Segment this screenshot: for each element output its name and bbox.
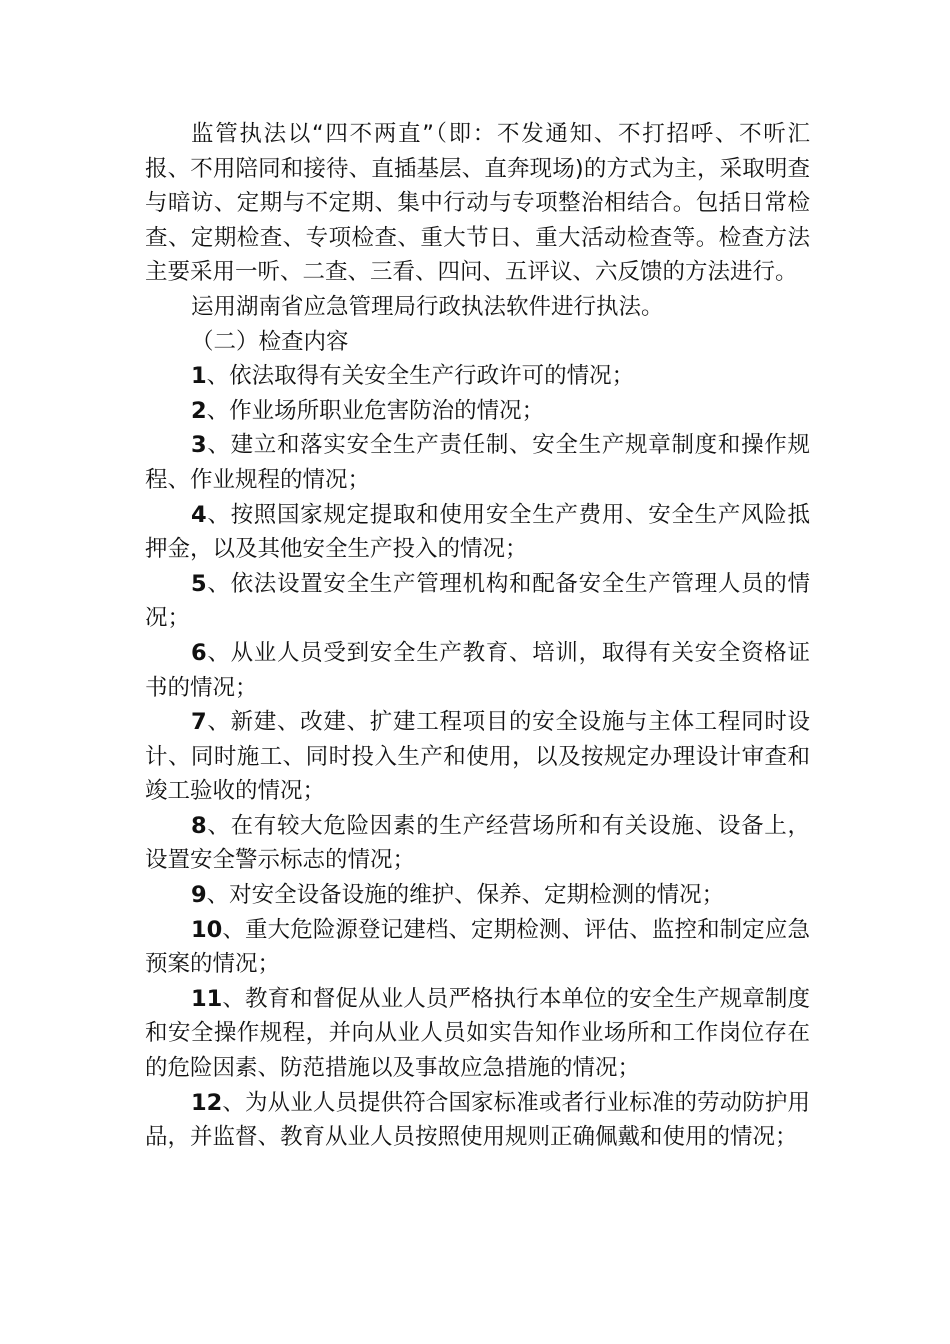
item-number: 2 bbox=[191, 397, 207, 424]
list-item bbox=[145, 359, 810, 394]
item-number: 5 bbox=[191, 570, 207, 597]
list-item bbox=[145, 1086, 810, 1155]
list-item bbox=[145, 809, 810, 878]
item-number: 8 bbox=[191, 812, 207, 839]
list-item bbox=[145, 498, 810, 567]
item-text: 、教育和督促从业人员严格执行本单位的安全生产规章制度和安全操作规程，并向从业人员如实告知作业场所和工作岗位存在的危险因素、防范措施以及事故应急措施的情况； bbox=[145, 985, 810, 1082]
item-number: 7 bbox=[191, 709, 207, 736]
item-number: 1 bbox=[191, 363, 207, 390]
item-text: 、按照国家规定提取和使用安全生产费用、安全生产风险抵押金，以及其他安全生产投入的情况； bbox=[145, 501, 810, 563]
item-text: 、从业人员受到安全生产教育、培训，取得有关安全资格证书的情况； bbox=[145, 639, 810, 701]
item-number: 12 bbox=[191, 1089, 223, 1116]
item-number: 3 bbox=[191, 432, 207, 459]
item-number: 9 bbox=[191, 882, 207, 909]
item-number: 4 bbox=[191, 501, 207, 528]
list-item bbox=[145, 428, 810, 497]
item-number: 6 bbox=[191, 639, 207, 666]
section-heading-inspection-content: （二）检查内容 bbox=[191, 328, 349, 355]
item-text: 、为从业人员提供符合国家标准或者行业标准的劳动防护用品，并监督、教育从业人员按照使用规则正确佩戴和使用的情况； bbox=[145, 1089, 810, 1151]
item-text: 、重大危险源登记建档、定期检测、评估、监控和制定应急预案的情况； bbox=[145, 916, 810, 978]
item-text: 、依法设置安全生产管理机构和配备安全生产管理人员的情况； bbox=[145, 570, 810, 632]
item-text: 、在有较大危险因素的生产经营场所和有关设施、设备上，设置安全警示标志的情况； bbox=[145, 812, 810, 874]
item-number: 10 bbox=[191, 916, 223, 943]
document-body bbox=[145, 117, 810, 1155]
list-item bbox=[145, 982, 810, 1086]
item-text: 、对安全设备设施的维护、保养、定期检测的情况； bbox=[206, 882, 725, 909]
item-text: 、依法取得有关安全生产行政许可的情况； bbox=[206, 363, 635, 390]
list-item bbox=[145, 878, 810, 913]
item-number: 11 bbox=[191, 985, 223, 1012]
list-item bbox=[145, 394, 810, 429]
item-text: 、作业场所职业危害防治的情况； bbox=[206, 397, 545, 424]
paragraph-software: 运用湖南省应急管理局行政执法软件进行执法。 bbox=[191, 293, 664, 320]
list-item bbox=[145, 567, 810, 636]
list-item bbox=[145, 636, 810, 705]
item-text: 、建立和落实安全生产责任制、安全生产规章制度和操作规程、作业规程的情况； bbox=[145, 432, 810, 493]
paragraph-supervision-method: 监管执法以“四不两直”（即：不发通知、不打招呼、不听汇报、不用陪同和接待、直插基层、直奔现场)的方式为主，采取明查与暗访、定期与不定期、集中行动与专项整治相结合。包括日常检查、定期检查、专项检查、重大节日、重大活动检查等。检查方法主要采用一听、二查、三看、四问、五评议、六反馈的方法进行。 bbox=[145, 121, 810, 286]
item-text: 、新建、改建、扩建工程项目的安全设施与主体工程同时设计、同时施工、同时投入生产和使用，以及按规定办理设计审查和竣工验收的情况； bbox=[145, 709, 810, 805]
list-item bbox=[145, 913, 810, 982]
list-item bbox=[145, 705, 810, 809]
